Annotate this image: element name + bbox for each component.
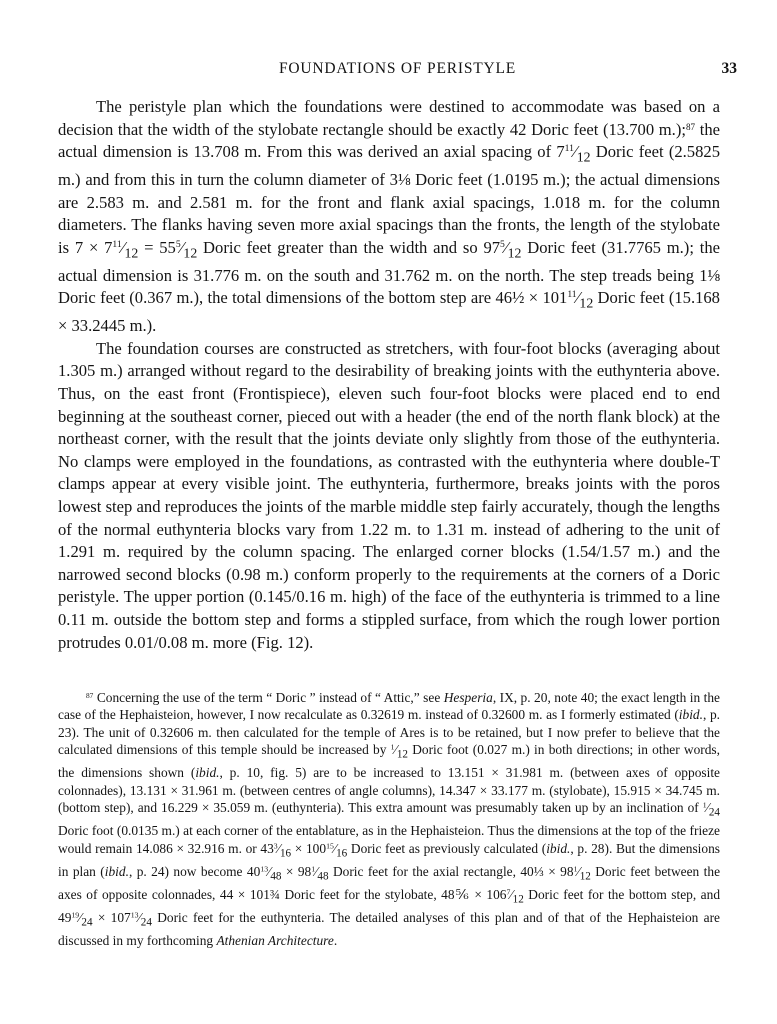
fraction-numerator: 1: [702, 800, 707, 810]
fraction-numerator: 19: [71, 910, 80, 920]
footnotes: [58, 689, 720, 949]
fraction-numerator: 3: [273, 840, 278, 850]
text-run: Doric feet (31.7765 m.); the actual dimension is 31.776 m. on the south and 31.762 m. on the north. The step treads being 1⅛ Doric feet (0.367 m.), the total dimensions of the bottom step are 46½ × 101: [58, 237, 721, 308]
fraction-numerator: 1: [311, 864, 316, 874]
text-run: Doric feet greater than the width and so 97: [197, 237, 501, 257]
fraction-denominator: 12: [124, 245, 139, 261]
fraction-numerator: 5: [175, 239, 181, 251]
fraction-numerator: 1: [390, 742, 395, 752]
page-number: 33: [721, 60, 737, 77]
fraction-numerator: 13: [260, 864, 269, 874]
fraction-denominator: 12: [512, 893, 524, 906]
fraction-denominator: 12: [576, 149, 591, 165]
citation-ibid: ibid.: [195, 765, 220, 781]
fraction-denominator: 12: [579, 870, 591, 883]
citation-ibid: ibid.: [546, 840, 571, 856]
text-run: Doric feet (2.5825 m.) and from this in turn the column diameter of 3⅛ Doric feet (1.0195 m.); the actual dimensions are 2.583 m. and 2.581 m. for the front and flank axial spacings, 1.018 m. for the column diameters. The flanks having seven more axial spacings than the fronts, the length of the stylobate is 7 × 7: [58, 142, 720, 257]
footnote-87: $^{87}$ Concerning the use of the term “ Doric ” instead of “ Attic,” see Hesperia, IX, p. 20, note 40; the exact length in the case of the Hephaisteion, however, I now recalculate as 0.32619 m. instead of 0.32600 m. as I formerly estimated (ibid., p. 23). The unit of 0.32606 m. then calculated for the temple of Ares is to be retained, but I now prefer to believe that the calculated dimensions of this temple should be increased by $^1⁄_{12}$ Doric foot (0.027 m.) in both directions; in other words, the dimensions shown (ibid., p. 10, fig. 5) are to be increased to 13.151 × 31.981 m. (between axes of opposite colonnades), 13.131 × 31.961 m. (between centres of angle columns), 14.347 × 33.177 m. (stylobate), 15.915 × 34.745 m. (bottom step), and 16.229 × 35.059 m. (euthynteria). This extra amount was presumably taken up by an inclination of $^1⁄_{24}$ Doric foot (0.0135 m.) at each corner of the entablature, as in the Hephaisteion. Thus the dimensions at the top of the frieze would remain 14.086 × 32.916 m. or $43^3⁄_{16}$ × $100^{15}⁄_{16}$ Doric feet as previously calculated (ibid., p. 28). But the dimensions in plan (ibid., p. 24) now become $40^{13}⁄_{48}$ × $98^1⁄_{48}$ Doric feet for the axial rectangle, 40⅓ × $98^1⁄_{12}$ Doric feet between the axes of opposite colonnades, 44 × 101¾ Doric feet for the stylobate, 48⅚ × $106^7⁄_{12}$ Doric feet for the bottom step, and $49^{19}⁄_{24}$ × $107^{13}⁄_{24}$ Doric feet for the euthynteria. The detailed analyses of this plan and of that of the Hephaisteion are discussed in my forthcoming Athenian Architecture.: [58, 690, 721, 948]
fraction-numerator: 11: [564, 143, 574, 155]
text-run: The peristyle plan which the foundations were destined to accommodate was based on a decision that the width of the stylobate rectangle should be exactly 42 Doric feet (13.700 m.);: [58, 97, 720, 139]
fraction-numerator: 11: [567, 289, 577, 301]
fraction-denominator: 16: [336, 847, 348, 860]
running-head: [58, 60, 737, 82]
paragraph-peristyle-plan: The peristyle plan which the foundations were destined to accommodate was based on a decision that the width of the stylobate rectangle should be exactly 42 Doric feet (13.700 m.);$^{87}$ the actual dimension is 13.708 m. From this was derived an axial spacing of $7^{11}⁄_{12}$ Doric feet (2.5825 m.) and from this in turn the column diameter of 3⅛ Doric feet (1.0195 m.); the actual dimensions are 2.583 m. and 2.581 m. for the front and flank axial spacings, 1.018 m. for the column diameters. The flanks having seven more axial spacings than the fronts, the length of the stylobate is $7 \times 7^{11}⁄_{12}$ = $55^5⁄_{12}$ Doric feet greater than the width and so $97^5⁄_{12}$ Doric feet (31.7765 m.); the actual dimension is 31.776 m. on the south and 31.762 m. on the north. The step treads being 1⅛ Doric feet (0.367 m.), the total dimensions of the bottom step are 46½ × $101^{11}⁄_{12}$ Doric feet (15.168 × 33.2445 m.).: [58, 97, 721, 336]
fraction-numerator: 13: [130, 910, 139, 920]
footnote-number: 87: [86, 690, 94, 700]
fraction-denominator: 12: [507, 245, 522, 261]
fraction-denominator: 12: [396, 748, 408, 761]
fraction-denominator: 24: [140, 916, 152, 929]
text-run: Doric feet (15.168 × 33.2445 m.).: [58, 288, 720, 336]
footnote-reference: 87: [685, 121, 696, 132]
fraction-numerator: 11: [112, 239, 122, 251]
fraction-numerator: 1: [573, 864, 578, 874]
fraction-denominator: 12: [579, 295, 594, 311]
citation-journal: Hesperia: [443, 690, 493, 705]
fraction-denominator: 48: [270, 870, 282, 883]
fraction-numerator: 15: [326, 840, 334, 850]
text-run: the actual dimension is 13.708 m. From this was derived an axial spacing of 7: [58, 119, 720, 162]
fraction-denominator: 16: [279, 847, 292, 860]
paragraph-foundation-courses: The foundation courses are constructed as stretchers, with four-foot blocks (averaging about 1.305 m.) arranged without regard to the desirability of breaking joints with the euthynteria above. Thus, on the east front (Frontispiece), eleven such four-foot blocks were placed end to end beginning at the southeast corner, pieced out with a header (the end of the north flank block) at the northeast corner, with the result that the joints deviate only slightly from those of the euthynteria. No clamps were employed in the foundations, as contrasted with the euthynteria where double-T clamps appear at every visible joint. The euthynteria, furthermore, breaks joints with the poros lowest step and reproduces the joints of the marble middle step fairly accurately, though the lengths of the normal euthynteria blocks vary from 1.22 m. to 1.31 m. instead of adhering to the unit of 1.291 m. required by the column spacing. The enlarged corner blocks (1.54/1.57 m.) and the narrowed second blocks (0.98 m.) conform properly to the requirements at the corners of a Doric peristyle. The upper portion (0.145/0.16 m. high) of the face of the euthynteria is trimmed to a line 0.11 m. outside the bottom step and forms a stippled surface, from which the rough lower portion protrudes 0.01/0.08 m. more (Fig. 12).: [58, 338, 720, 652]
running-title: FOUNDATIONS OF PERISTYLE: [278, 60, 517, 77]
citation-ibid: ibid.: [104, 863, 129, 879]
fraction-numerator: 7: [506, 887, 511, 897]
fraction-numerator: 5: [500, 239, 505, 251]
citation-book: Athenian Architecture: [216, 932, 334, 948]
main-text: [58, 96, 720, 654]
fraction-denominator: 48: [317, 870, 329, 883]
text-run: = 55: [138, 237, 176, 257]
fraction-denominator: 24: [81, 916, 93, 929]
fraction-denominator: 24: [708, 806, 720, 819]
citation-ibid: ibid.: [678, 707, 703, 723]
fraction-denominator: 12: [183, 245, 198, 261]
